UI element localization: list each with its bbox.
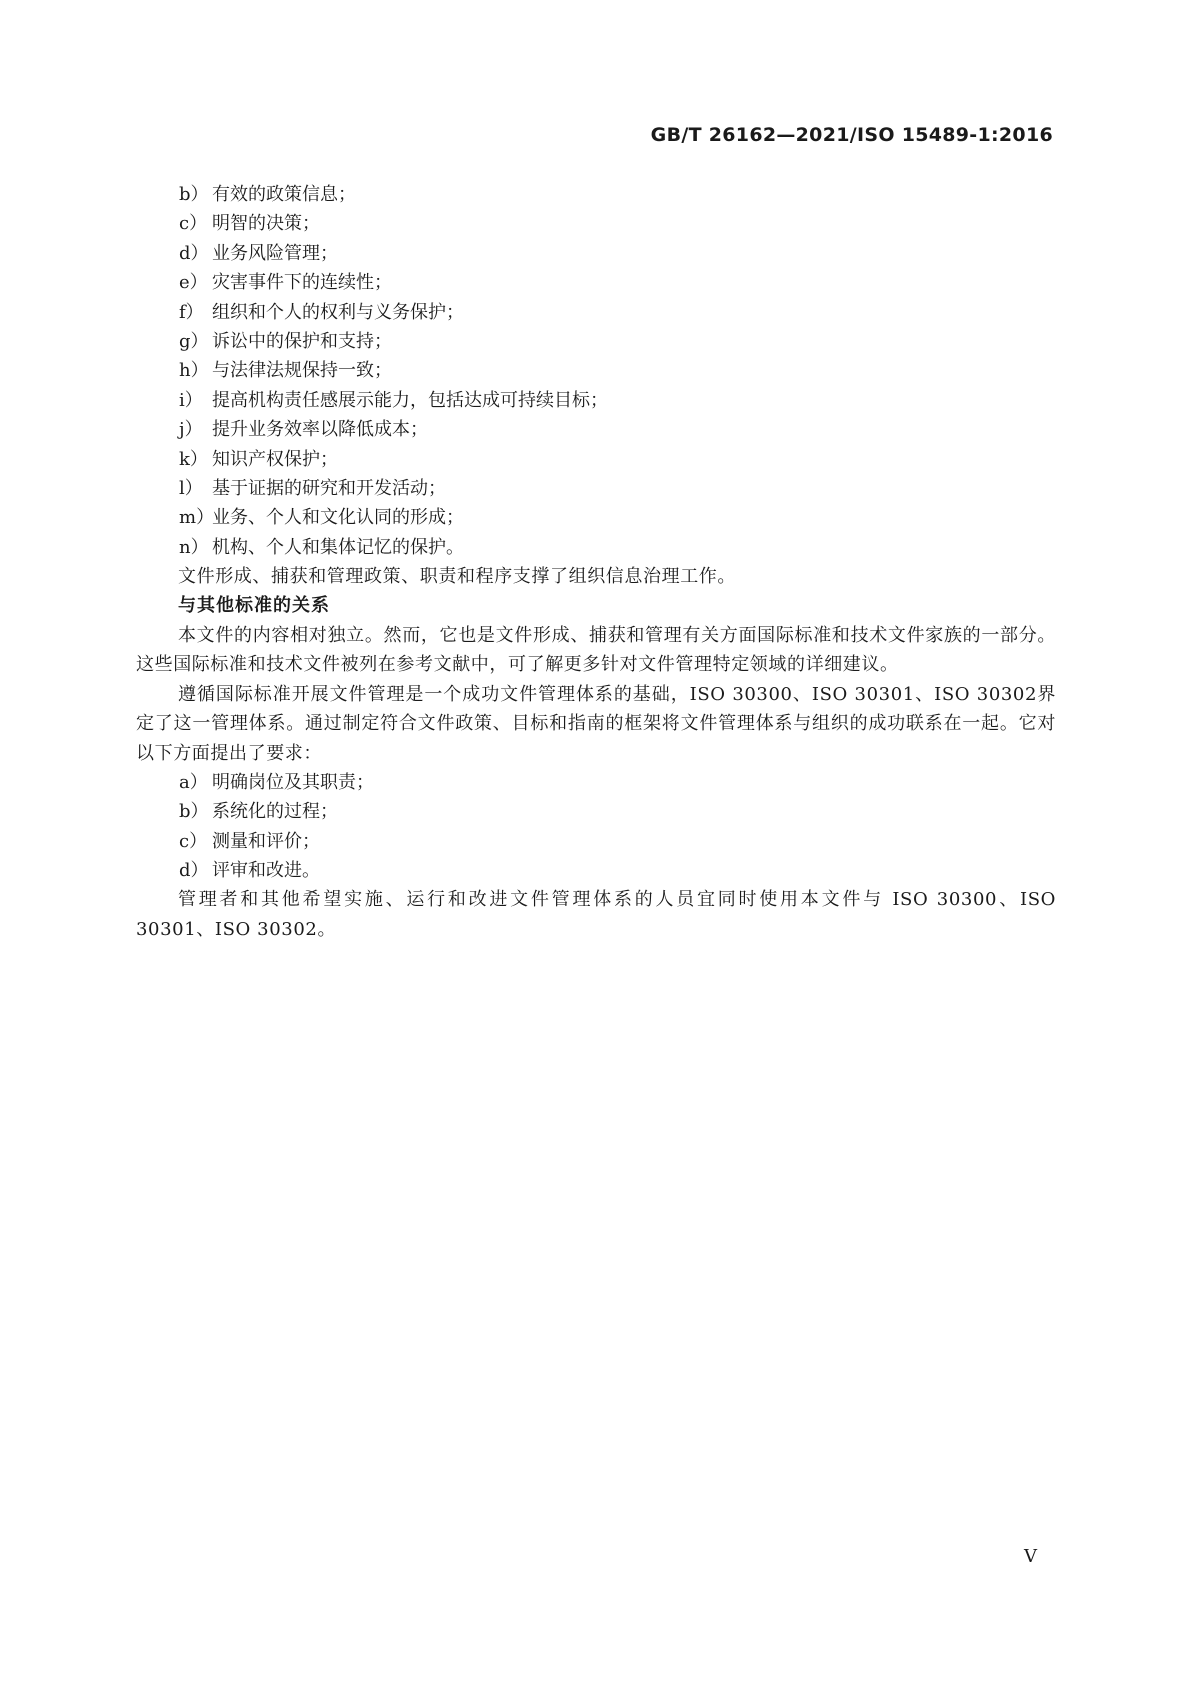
list-marker: l）	[179, 477, 203, 499]
requirements-list	[136, 768, 1056, 886]
list-item-text: 业务、个人和文化认同的形成；	[212, 507, 464, 529]
list-item-b	[136, 180, 1056, 209]
list-item-text: 基于证据的研究和开发活动；	[212, 477, 446, 499]
list-item-text: 知识产权保护；	[212, 448, 338, 470]
list-item-k	[136, 445, 1056, 474]
page-number: V	[1024, 1546, 1037, 1567]
list-item-text: 评审和改进。	[212, 860, 320, 882]
document-body	[136, 180, 1056, 944]
list-marker: b）	[179, 184, 209, 205]
list-marker: m）	[179, 507, 215, 529]
list-marker: e）	[179, 272, 208, 294]
list-marker: i）	[179, 389, 203, 411]
list-item-text: 有效的政策信息；	[212, 184, 356, 205]
list-marker: g）	[179, 330, 209, 352]
list-marker: c）	[179, 830, 208, 852]
list-item-e	[136, 268, 1056, 297]
list-marker: n）	[179, 536, 209, 558]
list-item-text: 与法律法规保持一致；	[212, 360, 392, 382]
list-marker: h）	[179, 360, 209, 382]
list-item-n	[136, 533, 1056, 562]
list-marker: j）	[179, 419, 203, 441]
list-item-c	[136, 827, 1056, 856]
list-item-a	[136, 768, 1056, 797]
list-marker: a）	[179, 771, 208, 793]
list-item-h	[136, 356, 1056, 385]
list-item-m	[136, 503, 1056, 532]
list-marker: b）	[179, 801, 209, 823]
paragraph-governance: 文件形成、捕获和管理政策、职责和程序支撑了组织信息治理工作。	[178, 566, 736, 588]
list-item-d	[136, 239, 1056, 268]
list-marker: d）	[179, 242, 209, 264]
list-marker: c）	[179, 213, 208, 235]
list-item-d	[136, 856, 1056, 885]
list-marker: d）	[179, 860, 209, 882]
list-item-text: 明确岗位及其职责；	[212, 771, 374, 793]
list-item-f	[136, 298, 1056, 327]
paragraph-system: 遵循国际标准开展文件管理是一个成功文件管理体系的基础，ISO 30300、ISO 30301、ISO 30302界定了这一管理体系。通过制定符合文件政策、目标和指南的框架将文件管理体系与组织的成功联系在一起。它对以下方面提出了要求：	[136, 683, 1056, 764]
list-item-text: 机构、个人和集体记忆的保护。	[212, 536, 464, 558]
list-item-i	[136, 386, 1056, 415]
list-item-c	[136, 209, 1056, 238]
paragraph-relation: 本文件的内容相对独立。然而，它也是文件形成、捕获和管理有关方面国际标准和技术文件家族的一部分。这些国际标准和技术文件被列在参考文献中，可了解更多针对文件管理特定领域的详细建议。	[136, 624, 1056, 676]
list-item-l	[136, 474, 1056, 503]
list-item-text: 提升业务效率以降低成本；	[212, 419, 428, 441]
list-item-text: 业务风险管理；	[212, 242, 338, 264]
list-item-j	[136, 415, 1056, 444]
list-item-b	[136, 797, 1056, 826]
list-item-text: 明智的决策；	[212, 213, 320, 235]
list-item-text: 组织和个人的权利与义务保护；	[212, 301, 464, 323]
list-marker: k）	[179, 448, 208, 470]
benefits-list	[136, 180, 1056, 562]
list-item-g	[136, 327, 1056, 356]
list-item-text: 系统化的过程；	[212, 801, 338, 823]
list-item-text: 诉讼中的保护和支持；	[212, 330, 392, 352]
list-item-text: 提高机构责任感展示能力，包括达成可持续目标；	[212, 389, 608, 411]
paragraph-usage: 管理者和其他希望实施、运行和改进文件管理体系的人员宜同时使用本文件与 ISO 30300、ISO 30301、ISO 30302。	[136, 889, 1056, 940]
standard-number-header: GB/T 26162—2021/ISO 15489-1:2016	[650, 124, 1053, 146]
section-heading: 与其他标准的关系	[178, 595, 330, 617]
list-marker: f）	[179, 301, 204, 323]
list-item-text: 灾害事件下的连续性；	[212, 272, 392, 294]
list-item-text: 测量和评价；	[212, 830, 320, 852]
